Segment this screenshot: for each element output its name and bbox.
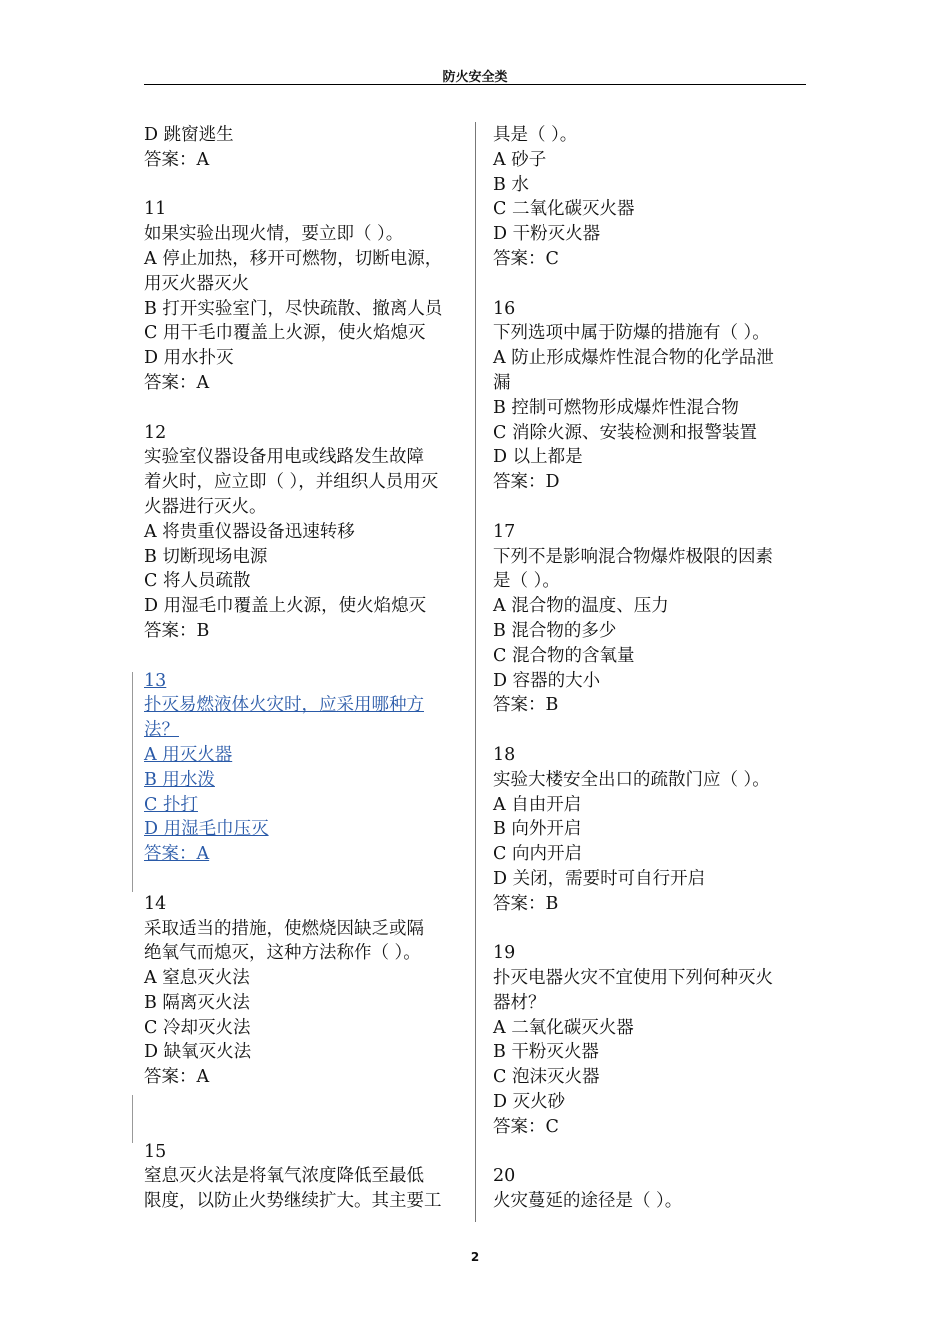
header-rule [144, 84, 806, 85]
text-line: D 用湿毛巾压灭 [144, 819, 269, 840]
text-line: 下列不是影响混合物爆炸极限的因素 [493, 546, 773, 567]
text-line: 答案：A [144, 1067, 210, 1088]
text-line: A 二氧化碳灭火器 [493, 1017, 634, 1038]
text-line: 法？ [144, 720, 179, 741]
blank-line [144, 1115, 474, 1140]
text-line: D 跳窗逃生 [144, 125, 234, 145]
text-line: B 控制可燃物形成爆炸性混合物 [493, 397, 739, 418]
text-line: 漏 [493, 372, 511, 393]
text-line: 答案：B [144, 620, 210, 641]
text-line: C 混合物的含氧量 [493, 645, 635, 666]
text-line: 20 [493, 1166, 516, 1187]
blank-line [144, 173, 474, 198]
text-line: B 隔离灭火法 [144, 992, 250, 1013]
change-bar [132, 672, 133, 892]
blank-line [144, 1090, 474, 1115]
text-line: A 用灭火器 [144, 744, 233, 765]
text-line: 具是（ ）。 [493, 125, 578, 145]
text-line: 用灭火器灭火 [144, 273, 249, 294]
text-line: C 将人员疏散 [144, 571, 251, 592]
text-line: 扑灭电器火灾不宜使用下列何种灭火 [493, 968, 773, 989]
text-line: C 扑打 [144, 794, 198, 815]
text-line: A 停止加热，移开可燃物，切断电源， [144, 248, 443, 269]
text-line: 13 [144, 670, 167, 691]
text-line: 火器进行灭火。 [144, 496, 267, 517]
text-line: 如果实验出现火情，要立即（ ）。 [144, 224, 404, 245]
blank-line [144, 396, 474, 421]
text-line: D 容器的大小 [493, 670, 601, 691]
text-line: 实验室仪器设备用电或线路发生故障 [144, 447, 424, 468]
text-line: B 打开实验室门，尽快疏散、撤离人员 [144, 298, 443, 319]
text-line: 答案：C [493, 1116, 559, 1137]
text-line: D 缺氧灭火法 [144, 1042, 252, 1063]
text-line: 着火时，应立即（ ），并组织人员用灭 [144, 472, 439, 493]
text-line: 实验大楼安全出口的疏散门应（ ）。 [493, 769, 770, 790]
text-line: 11 [144, 199, 167, 220]
text-line: 答案：B [493, 695, 559, 716]
text-line: 15 [144, 1141, 167, 1162]
text-line: 绝氧气而熄灭，这种方法称作（ ）。 [144, 943, 421, 964]
blank-line [144, 644, 474, 669]
right-column [493, 123, 811, 1214]
change-bar [132, 1095, 133, 1143]
text-line: C 泡沫灭火器 [493, 1067, 600, 1088]
text-line: C 向内开启 [493, 844, 582, 865]
text-line: C 冷却灭火法 [144, 1017, 251, 1038]
text-line: 采取适当的措施，使燃烧因缺乏或隔 [144, 918, 424, 939]
text-line: 18 [493, 744, 516, 765]
text-line: A 砂子 [493, 149, 547, 170]
text-line: 火灾蔓延的途径是（ ）。 [493, 1191, 683, 1212]
left-column-lines-after [144, 867, 474, 1214]
text-line: A 防止形成爆炸性混合物的化学品泄 [493, 348, 774, 369]
text-line: C 二氧化碳灭火器 [493, 199, 635, 220]
text-line: D 用湿毛巾覆盖上火源，使火焰熄灭 [144, 596, 427, 617]
text-line: A 窒息灭火法 [144, 968, 250, 989]
text-line: 答案：A [144, 372, 210, 393]
text-line: 17 [493, 521, 516, 542]
text-line: A 将贵重仪器设备迅速转移 [144, 521, 355, 542]
text-line: 答案：D [493, 472, 560, 493]
text-line: B 水 [493, 174, 529, 195]
text-line: 答案：C [493, 248, 559, 269]
blank-line [493, 1140, 811, 1165]
blank-line [144, 867, 474, 892]
text-line: D 灭火砂 [493, 1092, 566, 1113]
blank-line [493, 495, 811, 520]
text-line: 扑灭易燃液体火灾时，应采用哪种方 [144, 695, 424, 716]
text-line: D 用水扑灭 [144, 348, 234, 369]
text-line: B 切断现场电源 [144, 546, 268, 567]
column-divider [475, 122, 476, 1222]
text-line: 14 [144, 893, 167, 914]
text-line: 12 [144, 422, 167, 443]
text-line: 答案：A [144, 844, 210, 865]
question-13-tracked-change [144, 669, 474, 867]
blank-line [493, 272, 811, 297]
text-line: 答案：B [493, 893, 559, 914]
text-line: D 关闭，需要时可自行开启 [493, 868, 706, 889]
text-line: B 混合物的多少 [493, 620, 617, 641]
text-line: A 混合物的温度、压力 [493, 596, 669, 617]
text-line: 下列选项中属于防爆的措施有（ ）。 [493, 323, 770, 344]
text-line: C 用干毛巾覆盖上火源，使火焰熄灭 [144, 323, 426, 344]
text-line: 19 [493, 943, 516, 964]
page-number: 2 [470, 1250, 480, 1264]
text-line: 限度，以防止火势继续扩大。其主要工 [144, 1191, 442, 1212]
text-line: C 消除火源、安装检测和报警装置 [493, 422, 757, 443]
text-line: D 干粉灭火器 [493, 224, 601, 245]
blank-line [493, 718, 811, 743]
text-line: A 自由开启 [493, 794, 582, 815]
left-column-lines [144, 123, 474, 669]
text-line: B 向外开启 [493, 819, 582, 840]
text-line: 16 [493, 298, 516, 319]
text-line: B 用水泼 [144, 769, 215, 790]
text-line: 器材？ [493, 992, 546, 1013]
text-line: 窒息灭火法是将氧气浓度降低至最低 [144, 1166, 424, 1187]
text-line: 答案：A [144, 149, 210, 170]
text-line: B 干粉灭火器 [493, 1042, 599, 1063]
text-line: D 以上都是 [493, 447, 583, 468]
page-header-title: 防火安全类 [442, 70, 508, 85]
right-column-lines [493, 123, 811, 1214]
left-column [144, 123, 474, 1214]
text-line: 是（ ）。 [493, 571, 560, 592]
blank-line [493, 917, 811, 942]
